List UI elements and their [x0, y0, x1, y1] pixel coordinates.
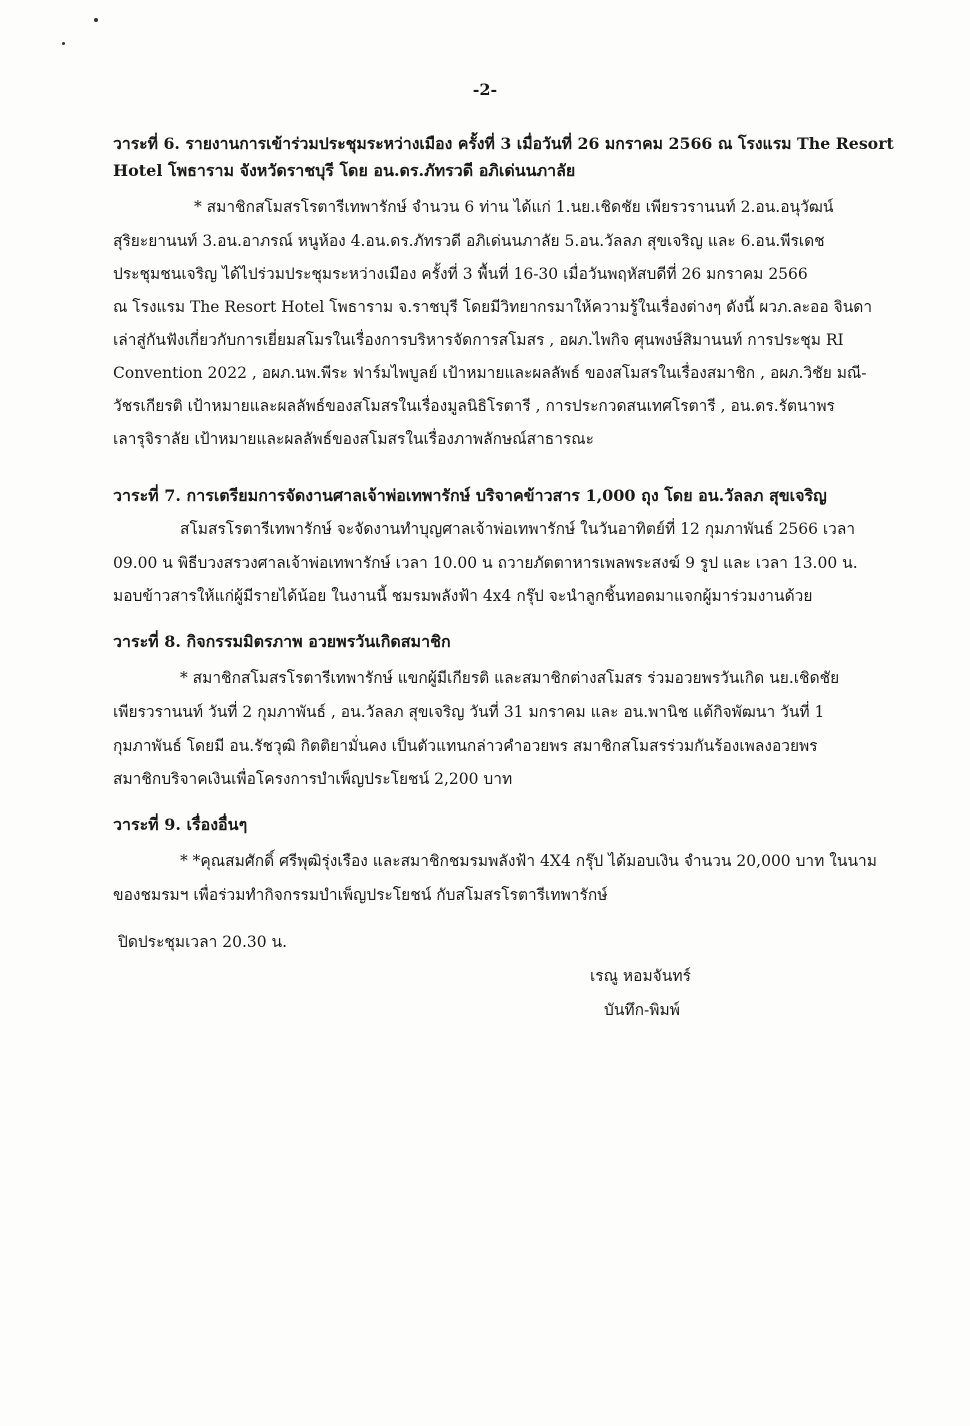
- agenda6-body-line: ณ โรงแรม The Resort Hotel โพธาราม จ.ราชบุรี โดยมีวิทยากรมาให้ความรู้ในเรื่องต่างๆ ดังนี้ ผวภ.ละออ จินดา: [113, 298, 873, 316]
- agenda6-body-line: สุริยะยานนท์ 3.อน.อาภรณ์ หนูห้อง 4.อน.ดร.ภัทรวดี อภิเด่นนภาลัย 5.อน.วัลลภ สุขเจริญ และ 6.อน.พีรเดช: [113, 232, 825, 250]
- agenda7-body-line: 09.00 น พิธีบวงสรวงศาลเจ้าพ่อเทพารักษ์ เวลา 10.00 น ถวายภัตตาหารเพลพระสงฆ์ 9 รูป และ เวลา 13.00 น.: [113, 554, 858, 572]
- signature-role: บันทึก-พิมพ์: [604, 1001, 680, 1019]
- agenda7-body-line: มอบข้าวสารให้แก่ผู้มีรายได้น้อย ในงานนี้ ชมรมพลังฟ้า 4x4 กรุ๊ป จะนำลูกชิ้นทอดมาแจกผู้มาร่วมงานด้วย: [113, 587, 813, 605]
- agenda9-heading: วาระที่ 9. เรื่องอื่นๆ: [113, 815, 248, 834]
- agenda8-body-line: กุมภาพันธ์ โดยมี อน.รัชวุฒิ กิตติยามั่นคง เป็นตัวแทนกล่าวคำอวยพร สมาชิกสโมสรร่วมกันร้องเพลงอวยพร: [113, 737, 818, 755]
- agenda6-body-line: * สมาชิกสโมสรโรตารีเทพารักษ์ จำนวน 6 ท่าน ได้แก่ 1.นย.เชิดชัย เพียรวรานนท์ 2.อน.อนุวัฒน์: [194, 198, 834, 216]
- scan-speck: [62, 42, 65, 45]
- agenda6-body-line: Convention 2022 , อผภ.นพ.พีระ ฟาร์มไพบูลย์ เป้าหมายและผลลัพธ์ ของสโมสรในเรื่องสมาชิก , อผภ.วิชัย มณี-: [113, 364, 867, 382]
- agenda7-heading: วาระที่ 7. การเตรียมการจัดงานศาลเจ้าพ่อเทพารักษ์ บริจาคข้าวสาร 1,000 ถุง โดย อน.วัลลภ สุขเจริญ: [113, 486, 827, 505]
- page-number: -2-: [472, 80, 498, 99]
- signature-name: เรณู หอมจันทร์: [590, 967, 691, 985]
- closing-line: ปิดประชุมเวลา 20.30 น.: [118, 933, 288, 951]
- agenda6-heading-line: Hotel โพธาราม จังหวัดราชบุรี โดย อน.ดร.ภัทรวดี อภิเด่นนภาลัย: [113, 161, 576, 180]
- agenda9-body-line: ของชมรมฯ เพื่อร่วมทำกิจกรรมบำเพ็ญประโยชน์ กับสโมสรโรตารีเทพารักษ์: [113, 886, 608, 904]
- agenda6-body-line: วัชรเกียรติ เป้าหมายและผลลัพธ์ของสโมสรในเรื่องมูลนิธิโรตารี , การประกวดสนเทศโรตารี , อน.ดร.รัตนาพร: [113, 397, 835, 415]
- agenda6-body-line: เล่าสู่กันฟังเกี่ยวกับการเยี่ยมสโมรในเรื่องการบริหารจัดการสโมสร , อผภ.ไพกิจ ศุนพงษ์สิมานนท์ การประชุม RI: [113, 331, 844, 349]
- scan-speck: [94, 18, 98, 22]
- agenda8-body-line: * สมาชิกสโมสรโรตารีเทพารักษ์ แขกผู้มีเกียรติ และสมาชิกต่างสโมสร ร่วมอวยพรวันเกิด นย.เชิดชัย: [180, 669, 840, 687]
- agenda6-heading-line: วาระที่ 6. รายงานการเข้าร่วมประชุมระหว่างเมือง ครั้งที่ 3 เมื่อวันที่ 26 มกราคม 2566 ณ โรงแรม The Resort: [113, 134, 894, 153]
- agenda7-body-line: สโมสรโรตารีเทพารักษ์ จะจัดงานทำบุญศาลเจ้าพ่อเทพารักษ์ ในวันอาทิตย์ที่ 12 กุมภาพันธ์ 2566 เวลา: [180, 520, 856, 538]
- agenda8-body-line: สมาชิกบริจาคเงินเพื่อโครงการบำเพ็ญประโยชน์ 2,200 บาท: [113, 770, 513, 788]
- agenda8-body-line: เพียรวรานนท์ วันที่ 2 กุมภาพันธ์ , อน.วัลลภ สุขเจริญ วันที่ 31 มกราคม และ อน.พานิช แต้กิจพัฒนา วันที่ 1: [113, 703, 825, 721]
- agenda6-body-line: ประชุมชนเจริญ ได้ไปร่วมประชุมระหว่างเมือง ครั้งที่ 3 พื้นที่ 16-30 เมื่อวันพฤหัสบดีที่ 26 มกราคม 2566: [113, 265, 808, 283]
- agenda8-heading: วาระที่ 8. กิจกรรมมิตรภาพ อวยพรวันเกิดสมาชิก: [113, 632, 451, 651]
- agenda9-body-line: * *คุณสมศักดิ์ ศรีพุฒิรุ่งเรือง และสมาชิกชมรมพลังฟ้า 4X4 กรุ๊ป ได้มอบเงิน จำนวน 20,000 บาท ในนาม: [180, 852, 877, 870]
- agenda6-body-line: เลารุจิราลัย เป้าหมายและผลลัพธ์ของสโมสรในเรื่องภาพลักษณ์สาธารณะ: [113, 430, 594, 448]
